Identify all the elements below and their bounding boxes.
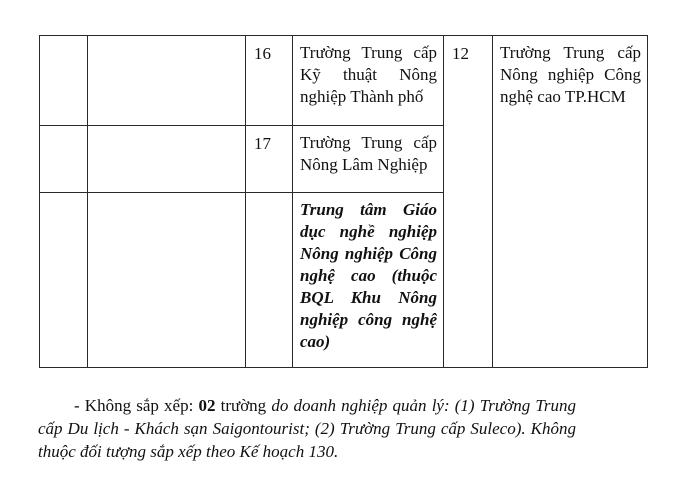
- note-count: 02: [198, 396, 216, 415]
- table-cell-empty: [88, 36, 246, 126]
- row-index: 17: [246, 126, 293, 193]
- school-name-highlighted: Trung tâm Giáo dục nghề nghiệp Nông nghiệp Công nghệ cao (thuộc BQL Khu Nông nghiệp công nghệ cao): [293, 193, 444, 368]
- table-cell-empty: [88, 193, 246, 368]
- table-row: [40, 36, 648, 126]
- note-prefix: - Không sắp xếp:: [74, 396, 199, 415]
- merged-school-name: Trường Trung cấp Nông nghiệp Công nghệ cao TP.HCM: [493, 36, 648, 368]
- school-name: Trường Trung cấp Kỹ thuật Nông nghiệp Thành phố: [293, 36, 444, 126]
- table-cell-empty: [88, 126, 246, 193]
- merged-index: 12: [444, 36, 493, 368]
- note-italic-text: do doanh nghiệp quản lý: (1) Trường Trung cấp Du lịch - Khách sạn Saigontourist; (2) Trường Trung cấp Suleco). Không thuộc đối tượng sắp xếp theo Kế hoạch 130.: [38, 396, 576, 461]
- note-paragraph: [38, 394, 576, 463]
- table-cell-empty: [40, 126, 88, 193]
- table-cell-empty: [40, 193, 88, 368]
- school-name: Trường Trung cấp Nông Lâm Nghiệp: [293, 126, 444, 193]
- row-index: [246, 193, 293, 368]
- row-index: 16: [246, 36, 293, 126]
- schools-table: [39, 35, 648, 368]
- table-cell-empty: [40, 36, 88, 126]
- note-middle: trường: [215, 396, 272, 415]
